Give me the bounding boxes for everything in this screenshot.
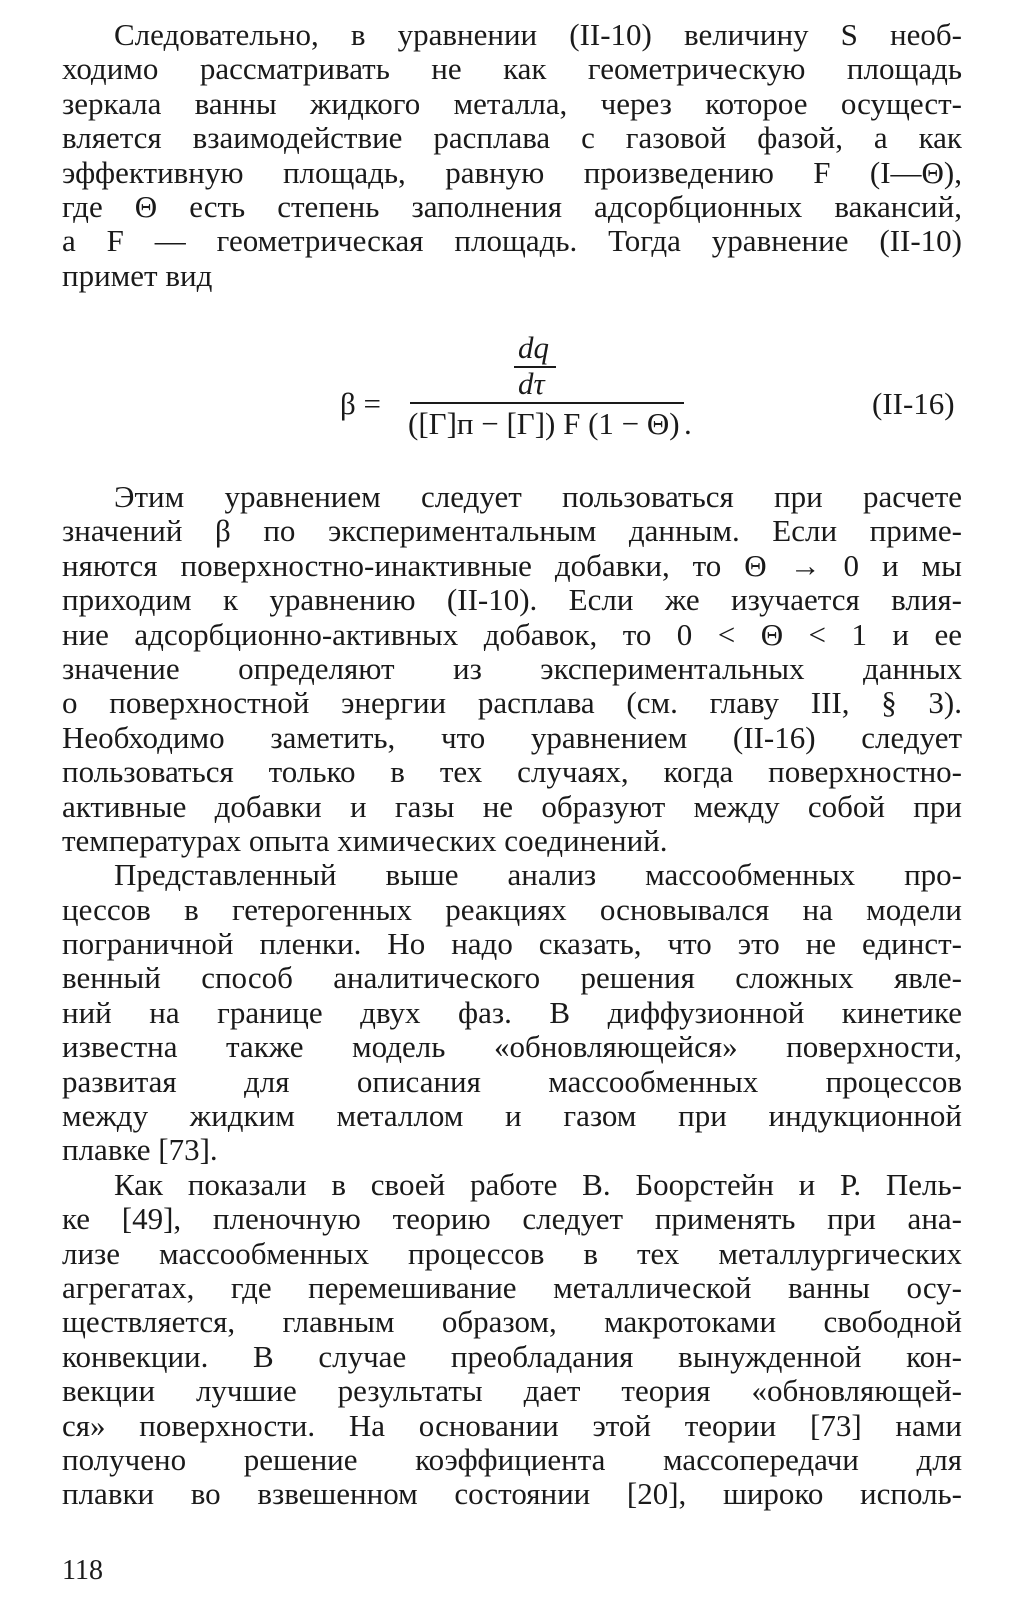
text-line: температурах опыта химических соединений. xyxy=(62,823,668,858)
text-line: Следовательно, в уравнении (II-10) величину S необ- xyxy=(114,18,962,52)
text-line: а F — геометрическая площадь. Тогда уравнение (II-10) xyxy=(62,224,962,259)
text-line: ществляется, главным образом, макротоками свободной xyxy=(62,1305,962,1340)
equation-numerator-dq: dq xyxy=(518,330,549,365)
text-line: получено решение коэффициента массопередачи для xyxy=(62,1442,962,1477)
page-number: 118 xyxy=(62,1555,103,1586)
text-line: агрегатах, где перемешивание металлической ванны осу- xyxy=(62,1270,962,1305)
equation-lhs: β = xyxy=(340,386,382,421)
text-line: векции лучшие результаты дает теория «обновляющей- xyxy=(62,1374,962,1409)
text-line: примет вид xyxy=(62,258,213,293)
text-line: пограничной пленки. Но надо сказать, что это не единст- xyxy=(62,927,962,962)
text-line: плавки во взвешенном состоянии [20], широко исполь- xyxy=(62,1477,962,1512)
text-line: цессов в гетерогенных реакциях основывался на модели xyxy=(62,892,962,927)
text-line: ся» поверхности. На основании этой теории [73] нами xyxy=(62,1408,962,1443)
text-block-after-equation xyxy=(62,480,962,1512)
text-line: вляется взаимодействие расплава с газовой фазой, а как xyxy=(62,121,962,156)
equation-II-16 xyxy=(0,330,1014,440)
text-line: между жидким металлом и газом при индукционной xyxy=(62,1099,962,1134)
equation-numerator-dtau: dτ xyxy=(518,366,545,401)
text-line: где Θ есть степень заполнения адсорбционных вакансий, xyxy=(62,189,962,224)
main-fraction-bar xyxy=(410,402,684,404)
text-line: няются поверхностно-инактивные добавки, то Θ → 0 и мы xyxy=(62,548,962,583)
text-line: лизе массообменных процессов в тех металлургических xyxy=(62,1236,962,1271)
text-line: ние адсорбционно-активных добавок, то 0 < Θ < 1 и ее xyxy=(62,617,962,652)
text-line: Как показали в своей работе В. Боорстейн и Р. Пель- xyxy=(114,1167,962,1202)
text-line: эффективную площадь, равную произведению F (I—Θ), xyxy=(62,155,962,190)
text-line: ке [49], пленочную теорию следует применять при ана- xyxy=(62,1202,962,1237)
text-line: приходим к уравнению (II-10). Если же изучается влия- xyxy=(62,583,962,618)
equation-number: (II-16) xyxy=(872,386,955,421)
text-line: известна также модель «обновляющейся» поверхности, xyxy=(62,1030,962,1065)
text-line: Представленный выше анализ массообменных про- xyxy=(114,858,962,893)
text-line: развитая для описания массообменных процессов xyxy=(62,1064,962,1099)
text-line: конвекции. В случае преобладания вынужденной кон- xyxy=(62,1339,962,1374)
text-line: пользоваться только в тех случаях, когда поверхностно- xyxy=(62,755,962,790)
text-line: значений β по экспериментальным данным. Если приме- xyxy=(62,514,962,549)
text-line: значение определяют из экспериментальных данных xyxy=(62,651,962,686)
equation-denominator: ([Γ]п − [Γ]) F (1 − Θ) xyxy=(408,406,680,441)
text-line: ходимо рассматривать не как геометрическую площадь xyxy=(62,52,962,87)
text-line: зеркала ванны жидкого металла, через которое осущест- xyxy=(62,86,962,121)
text-line: Необходимо заметить, что уравнением (II-16) следует xyxy=(62,720,962,755)
text-block-before-equation xyxy=(62,18,962,293)
text-line: Этим уравнением следует пользоваться при расчете xyxy=(114,480,962,514)
text-line: венный способ аналитического решения сложных явле- xyxy=(62,961,962,996)
text-line: ний на границе двух фаз. В диффузионной кинетике xyxy=(62,995,962,1030)
equation-trailing-period: . xyxy=(684,406,692,441)
text-line: активные добавки и газы не образуют между собой при xyxy=(62,789,962,824)
text-line: плавке [73]. xyxy=(62,1133,218,1168)
text-line: о поверхностной энергии расплава (см. главу III, § 3). xyxy=(62,686,962,721)
